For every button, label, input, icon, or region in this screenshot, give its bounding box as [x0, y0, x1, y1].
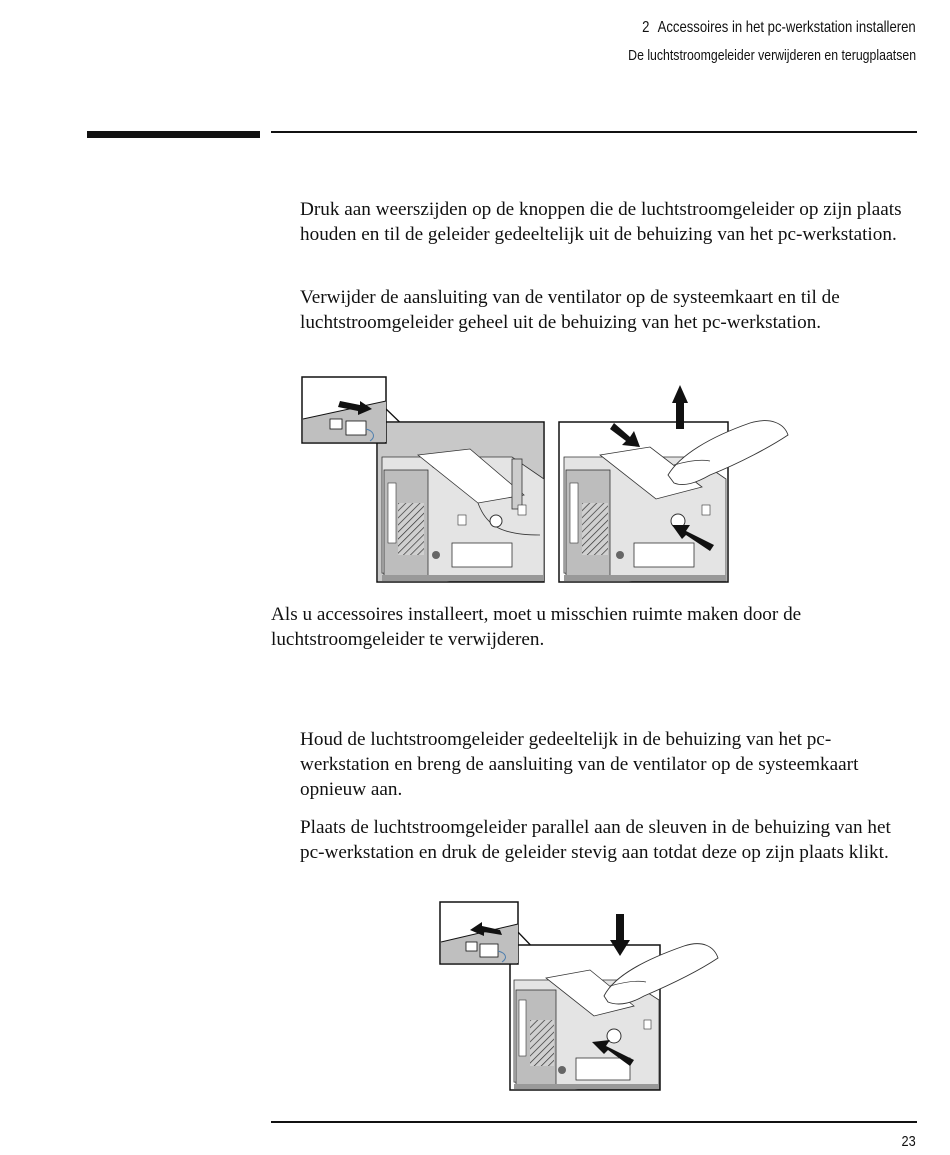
- chapter-number: 2: [642, 19, 650, 36]
- pc-chassis-panel-left: [377, 422, 544, 582]
- running-header-section: De luchtstroomgeleider verwijderen en terugplaatsen: [628, 47, 916, 64]
- removal-note: Als u accessoires installeert, moet u misschien ruimte maken door de luchtstroomgeleider te verwijderen.: [271, 604, 802, 650]
- page-number: 23: [901, 1133, 916, 1150]
- fan-connector-inset: [440, 902, 518, 964]
- footer-rule: [271, 1121, 917, 1123]
- section-marker-bar: [87, 131, 260, 138]
- replacement-step-1: Houd de luchtstroomgeleider gedeeltelijk in de behuizing van het pc-werkstation en breng de aansluiting van de ventilator op de systeemkaart opnieuw aan.: [300, 729, 859, 800]
- fan-connector-inset: [302, 377, 386, 443]
- running-header-chapter: [642, 19, 916, 37]
- pc-chassis-panel: [510, 914, 718, 1090]
- removal-step-2: Verwijder de aansluiting van de ventilator op de systeemkaart en til de luchtstroomgeleider geheel uit de behuizing van het pc-werkstation.: [300, 287, 840, 333]
- replacement-step-2: Plaats de luchtstroomgeleider parallel aan de sleuven in de behuizing van het pc-werkstation en druk de geleider stevig aan totdat deze op zijn plaats klikt.: [300, 817, 891, 863]
- section-divider-rule: [271, 131, 917, 133]
- replacement-illustration: [438, 900, 728, 1094]
- removal-illustration: [300, 375, 790, 587]
- chapter-title: Accessoires in het pc-werkstation installeren: [657, 19, 916, 36]
- pc-chassis-panel-right: [559, 385, 788, 582]
- removal-step-1: Druk aan weerszijden op de knoppen die de luchtstroomgeleider op zijn plaats houden en til de geleider gedeeltelijk uit de behuizing van het pc-werkstation.: [300, 199, 902, 245]
